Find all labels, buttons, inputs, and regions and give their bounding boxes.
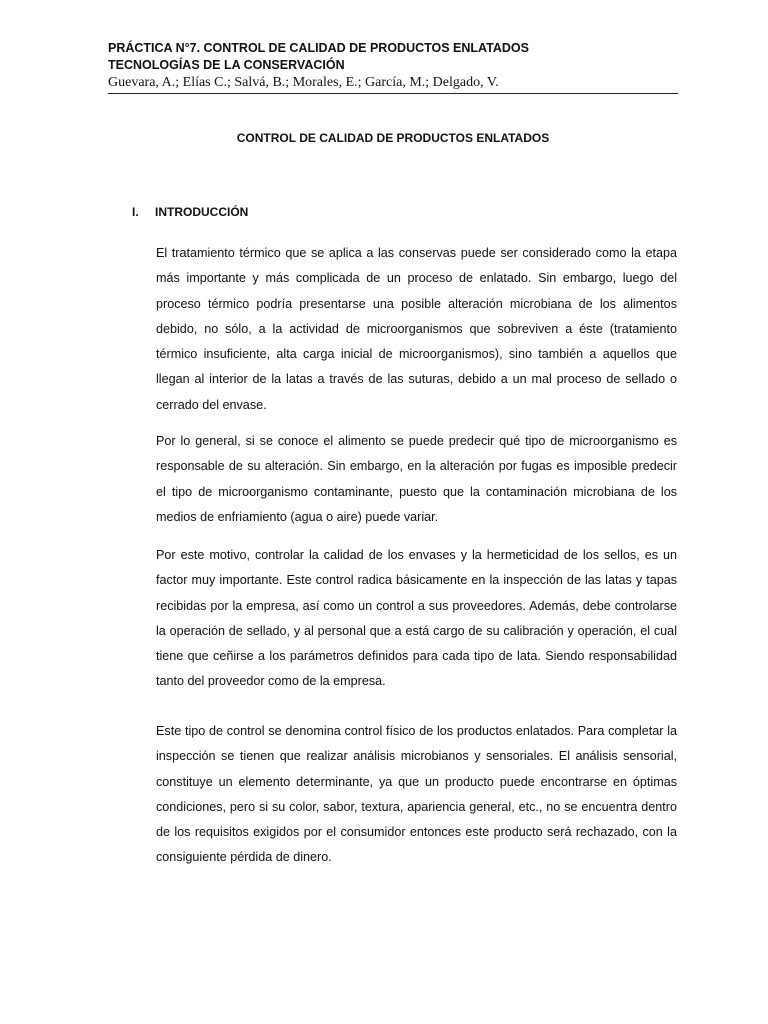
paragraph-4: Este tipo de control se denomina control físico de los productos enlatados. Para completar la inspección se tienen que realizar análisis microbianos y sensoriales. El análisis sensorial, constituye un elemento determinante, ya que un producto puede encontrarse en óptimas condiciones, pero si su color, sabor, textura, apariencia general, etc., no se encuentra dentro de los requisitos exigidos por el consumidor entonces este producto será rechazado, con la consiguiente pérdida de dinero. [156, 724, 677, 865]
section-heading [132, 204, 248, 220]
document-title: CONTROL DE CALIDAD DE PRODUCTOS ENLATADOS [236, 131, 550, 145]
header-course-name: TECNOLOGÍAS DE LA CONSERVACIÓN [108, 58, 345, 72]
header-authors: Guevara, A.; Elías C.; Salvá, B.; Morales, E.; García, M.; Delgado, V. [108, 75, 499, 90]
header-practice-title: PRÁCTICA N°7. CONTROL DE CALIDAD DE PRODUCTOS ENLATADOS [108, 41, 529, 55]
section-number: I. [132, 205, 139, 219]
paragraph-3: Por este motivo, controlar la calidad de los envases y la hermeticidad de los sellos, es un factor muy importante. Este control radica básicamente en la inspección de las latas y tapas recibidas por la empresa, así como un control a sus proveedores. Además, debe controlarse la operación de sellado, y al personal que a está cargo de su calibración y operación, el cual tiene que ceñirse a los parámetros definidos para cada tipo de lata. Siendo responsabilidad tanto del proveedor como de la empresa. [156, 548, 677, 689]
paragraph-2: Por lo general, si se conoce el alimento se puede predecir qué tipo de microorganismo es responsable de su alteración. Sin embargo, en la alteración por fugas es imposible predecir el tipo de microorganismo contaminante, puesto que la contaminación microbiana de los medios de enfriamiento (agua o aire) puede variar. [156, 434, 677, 524]
section-title: INTRODUCCIÓN [155, 205, 249, 219]
paragraph-1: El tratamiento térmico que se aplica a las conservas puede ser considerado como la etapa más importante y más complicada de un proceso de enlatado. Sin embargo, luego del proceso térmico podría presentarse una posible alteración microbiana de los alimentos debido, no sólo, a la actividad de microorganismos que sobreviven a éste (tratamiento térmico insuficiente, alta carga inicial de microorganismos), sino también a aquellos que llegan al interior de la latas a través de las suturas, debido a un mal proceso de sellado o cerrado del envase. [156, 246, 677, 412]
page-header [108, 40, 678, 94]
